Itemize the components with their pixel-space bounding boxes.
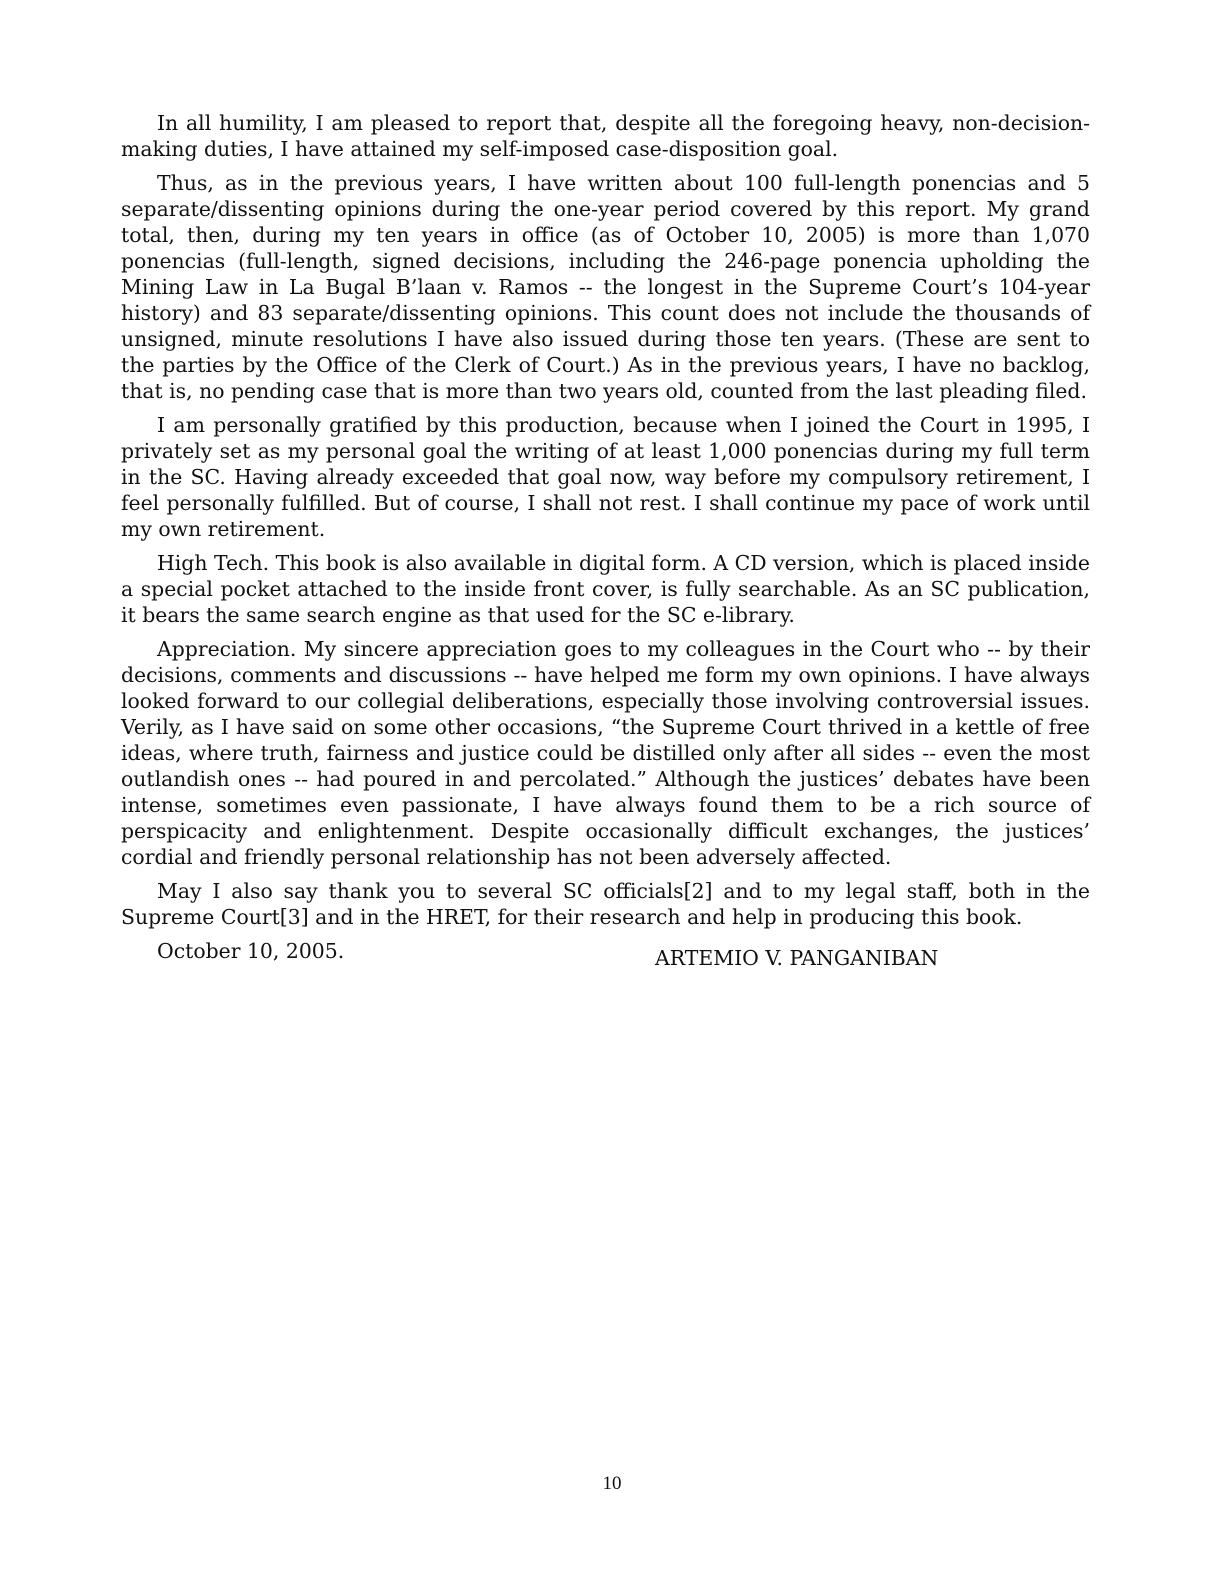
- paragraph-appreciation: Appreciation. My sincere appreciation goes to my colleagues in the Court who -- by their decisions, comments and discussions -- have helped me form my own opinions. I have always looked forward to our collegial deliberations, especially those involving controversial issues. Verily, as I have said on some other occasions, “the Supreme Court thrived in a kettle of free ideas, where truth, fairness and justice could be distilled only after all sides -- even the most outlandish ones -- had poured in and percolated.” Although the justices’ debates have been intense, sometimes even passionate, I have always found them to be a rich source of perspicacity and enlightenment. Despite occasionally difficult exchanges, the justices’ cordial and friendly personal relationship has not been adversely affected.: [121, 637, 1090, 869]
- page-number: 10: [602, 1473, 622, 1494]
- paragraph-personal-goal: I am personally gratified by this production, because when I joined the Court in 1995, I privately set as my personal goal the writing of at least 1,000 ponencias during my full term in the SC. Having already exceeded that goal now, way before my compulsory retirement, I feel personally fulfilled. But of course, I shall not rest. I shall continue my pace of work until my own retirement.: [121, 413, 1090, 541]
- paragraph-case-disposition-goal: In all humility, I am pleased to report that, despite all the foregoing heavy, non-decision-making duties, I have attained my self-imposed case-disposition goal.: [121, 111, 1090, 161]
- paragraph-high-tech: High Tech. This book is also available in digital form. A CD version, which is placed inside a special pocket attached to the inside front cover, is fully searchable. As an SC publication, it bears the same search engine as that used for the SC e-library.: [121, 551, 1090, 627]
- paragraph-thanks: May I also say thank you to several SC officials[2] and to my legal staff, both in the Supreme Court[3] and in the HRET, for their research and help in producing this book.: [121, 879, 1090, 929]
- document-body: [121, 110, 1090, 972]
- author-signature: ARTEMIO V. PANGANIBAN: [655, 946, 939, 970]
- paragraph-date: October 10, 2005.: [157, 939, 345, 963]
- paragraph-grand-total: Thus, as in the previous years, I have written about 100 full-length ponencias and 5 separate/dissenting opinions during the one-year period covered by this report. My grand total, then, during my ten years in office (as of October 10, 2005) is more than 1,070 ponencias (full-length, signed decisions, including the 246-page ponencia upholding the Mining Law in La Bugal B’laan v. Ramos -- the longest in the Supreme Court’s 104-year history) and 83 separate/dissenting opinions. This count does not include the thousands of unsigned, minute resolutions I have also issued during those ten years. (These are sent to the parties by the Office of the Clerk of Court.) As in the previous years, I have no backlog, that is, no pending case that is more than two years old, counted from the last pleading filed.: [121, 171, 1090, 403]
